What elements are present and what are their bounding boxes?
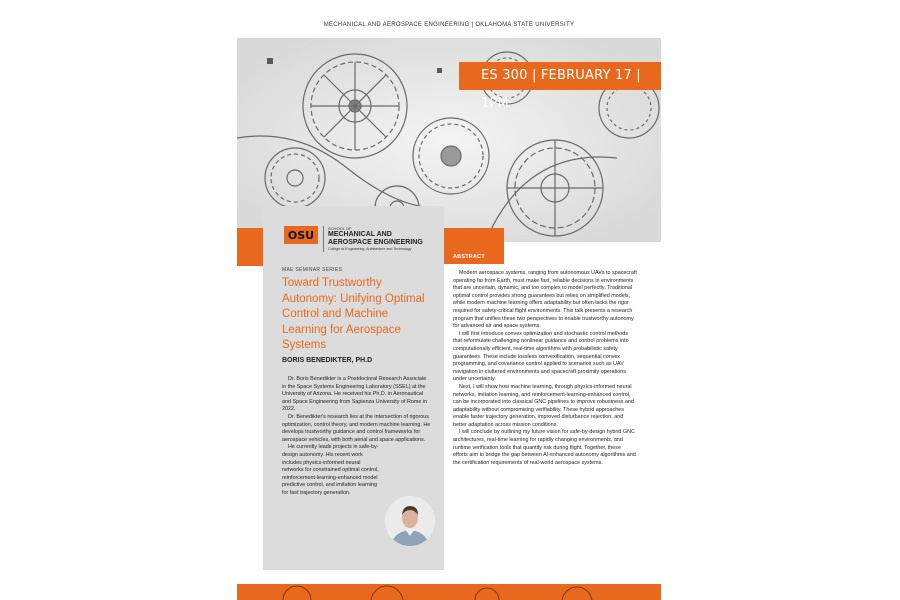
school-small-label: SCHOOL OF	[328, 226, 352, 231]
footer-gears-strip	[237, 584, 661, 600]
school-name-line1: MECHANICAL AND	[328, 231, 392, 238]
bio-paragraph: He currently leads projects in safe-by-design autonomy. His recent work includes physics-informed neural networks for constrained optimal control, reinforcement-learning-enhanced model predictive control, and imitation learning for fast trajectory generation.	[282, 444, 379, 496]
abstract-heading: ABSTRACT	[444, 228, 504, 264]
school-name-line2: AEROSPACE ENGINEERING	[328, 239, 423, 246]
event-info-banner: ES 300 | FEBRUARY 17 | 1PM	[459, 62, 661, 90]
osu-logo-icon	[284, 226, 318, 244]
department-header: MECHANICAL AND AEROSPACE ENGINEERING | OKLAHOMA STATE UNIVERSITY	[323, 22, 575, 28]
seminar-series-label: MAE SEMINAR SERIES	[282, 267, 343, 273]
osu-logo-text: OSU	[287, 229, 315, 242]
speaker-headshot	[385, 496, 435, 546]
abstract-paragraph: I will first introduce convex optimization and stochastic control methods that reformulate challenging nonlinear guidance and control problems into computationally efficient, real-time algorithms with probabilistic safety guarantees. These include lossless convexification, sequential convex programming, and covariance control applied to scenarios such as UAV navigation in cluttered environments and spacecraft proximity operations under uncertainty.	[453, 330, 629, 383]
speaker-bio	[282, 376, 432, 498]
school-name-block	[323, 226, 423, 252]
speaker-sidebar	[263, 206, 444, 570]
school-logo	[284, 226, 423, 252]
abstract-body	[453, 270, 637, 467]
bio-paragraph: Dr. Benedikter's research lies at the intersection of rigorous optimization, control theory, and modern machine learning. He develops trustworthy guidance and control frameworks for aerospace vehicles, with both aerial and space applications.	[282, 413, 431, 443]
abstract-paragraph: Modern aerospace systems, ranging from autonomous UAVs to spacecraft operating far from Earth, must make fast, reliable decisions in environments that are uncertain, dynamic, and too complex to model perfectly. Traditional optimal control provides strong guarantees but relies on simplified models, while modern machine learning offers adaptability but often lacks the rigor required for safety-critical flight environments. This talk presents a research program that unifies these two perspectives to enable trustworthy autonomy for advanced air and space systems.	[453, 270, 637, 330]
speaker-name: BORIS BENEDIKTER, PH.D	[282, 357, 373, 364]
college-name: College of Engineering, Architecture and Technology	[328, 247, 412, 251]
seminar-title: Toward Trustworthy Autonomy: Unifying Optimal Control and Machine Learning for Aerospace Systems	[282, 277, 425, 351]
abstract-paragraph: I will conclude by outlining my future vision for safe-by-design hybrid GNC architectures, real-time learning for rapidly changing environments, and runtime verification tools that quantify risk during flight. Together, these efforts aim to bridge the gap between AI-enhanced autonomy algorithms and the certification requirements of real-world aerospace systems.	[453, 429, 636, 466]
accent-band	[237, 228, 263, 266]
bio-paragraph: Dr. Boris Benedikter is a Postdoctoral Research Associate in the Space Systems Engineering Laboratory (SSEL) at the University of Arizona. He received his Ph.D. in Aeronautical and Space Engineering from Sapienza University of Rome in 2022.	[282, 376, 428, 413]
abstract-paragraph: Next, I will show how machine learning, through physics-informed neural networks, imitation learning, and reinforcement-learning-enhanced control, can be incorporated into classical GNC pipelines to improve robustness and adaptability without compromising verifiability. These hybrid approaches enable faster trajectory generation, improved disturbance rejection, and better adaptation across mission conditions.	[453, 383, 634, 428]
